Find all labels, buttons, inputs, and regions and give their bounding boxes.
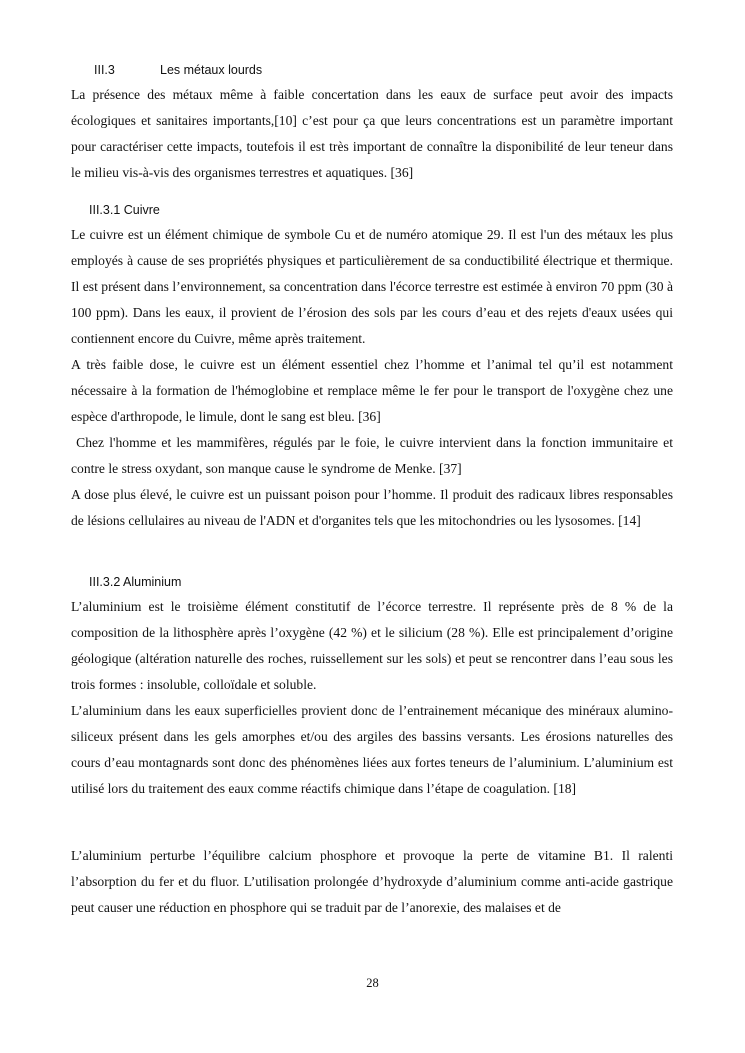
subsection-heading-aluminium: III.3.2 Aluminium: [89, 575, 182, 589]
aluminium-body: [71, 594, 673, 802]
section-title: Les métaux lourds: [160, 63, 263, 77]
section-number: III.3: [94, 63, 115, 77]
cuivre-paragraph-1: Le cuivre est un élément chimique de symbole Cu et de numéro atomique 29. Il est l'un des métaux les plus employés à cause de ses propriétés physiques et particulièrement de sa conductibilité électrique et thermique. Il est présent dans l’environnement, sa concentration dans l'écorce terrestre est estimée à environ 70 ppm (30 à 100 ppm). Dans les eaux, il provient de l’érosion des sols par les cours d’eau et des rejets d'eaux usées qui contiennent encore du Cuivre, même après traitement.: [71, 227, 673, 346]
subsection-heading-cuivre: III.3.1 Cuivre: [89, 203, 160, 217]
page-number: 28: [366, 976, 379, 990]
intro-paragraph: La présence des métaux même à faible concertation dans les eaux de surface peut avoir des impacts écologiques et sanitaires importants,[10] c’est pour ça que leurs concentrations est un paramètre important pour caractériser cette impacts, toutefois il est très important de connaître la disponibilité de leur teneur dans le milieu vis-à-vis des organismes terrestres et aquatiques. [36]: [71, 87, 673, 180]
aluminium-paragraph-3: L’aluminium perturbe l’équilibre calcium phosphore et provoque la perte de vitamine B1. Il ralenti l’absorption du fer et du fluor. L’utilisation prolongée d’hydroxyde d’aluminium comme anti-acide gastrique peut causer une réduction en phosphore qui se traduit par de l’anorexie, des malaises et de: [71, 848, 673, 915]
cuivre-paragraph-2: A très faible dose, le cuivre est un élément essentiel chez l’homme et l’animal tel qu’il est notamment nécessaire à la formation de l'hémoglobine et remplace même le fer pour le transport de l'oxygène chez une espèce d'arthropode, le limule, dont le sang est bleu. [36]: [71, 357, 673, 424]
aluminium-paragraph-1: L’aluminium est le troisième élément constitutif de l’écorce terrestre. Il représente près de 8 % de la composition de la lithosphère après l’oxygène (42 %) et le silicium (28 %). Elle est principalement d’origine géologique (altération naturelle des roches, ruissellement sur les sols) et peut se rencontrer dans l’eau sous les trois formes : insoluble, colloïdale et soluble.: [71, 599, 673, 692]
cuivre-paragraph-4: A dose plus élevé, le cuivre est un puissant poison pour l’homme. Il produit des radicaux libres responsables de lésions cellulaires au niveau de l'ADN et d'organites tels que les mitochondries ou les lysosomes. [14]: [71, 487, 673, 528]
section-heading: [94, 63, 262, 77]
cuivre-paragraph-3: Chez l'homme et les mammifères, régulés par le foie, le cuivre intervient dans la fonction immunitaire et contre le stress oxydant, son manque cause le syndrome de Menke. [37]: [71, 435, 673, 476]
cuivre-body: [71, 222, 673, 534]
aluminium-paragraph-2: L’aluminium dans les eaux superficielles provient donc de l’entrainement mécanique des minéraux alumino-siliceux présent dans les gels amorphes et/ou des argiles des bassins versants. Les érosions naturelles des cours d’eau montagnards sont donc des phénomènes liées aux fortes teneurs de l’aluminium. L’aluminium est utilisé lors du traitement des eaux comme réactifs chimique dans l’étape de coagulation. [18]: [71, 703, 673, 796]
